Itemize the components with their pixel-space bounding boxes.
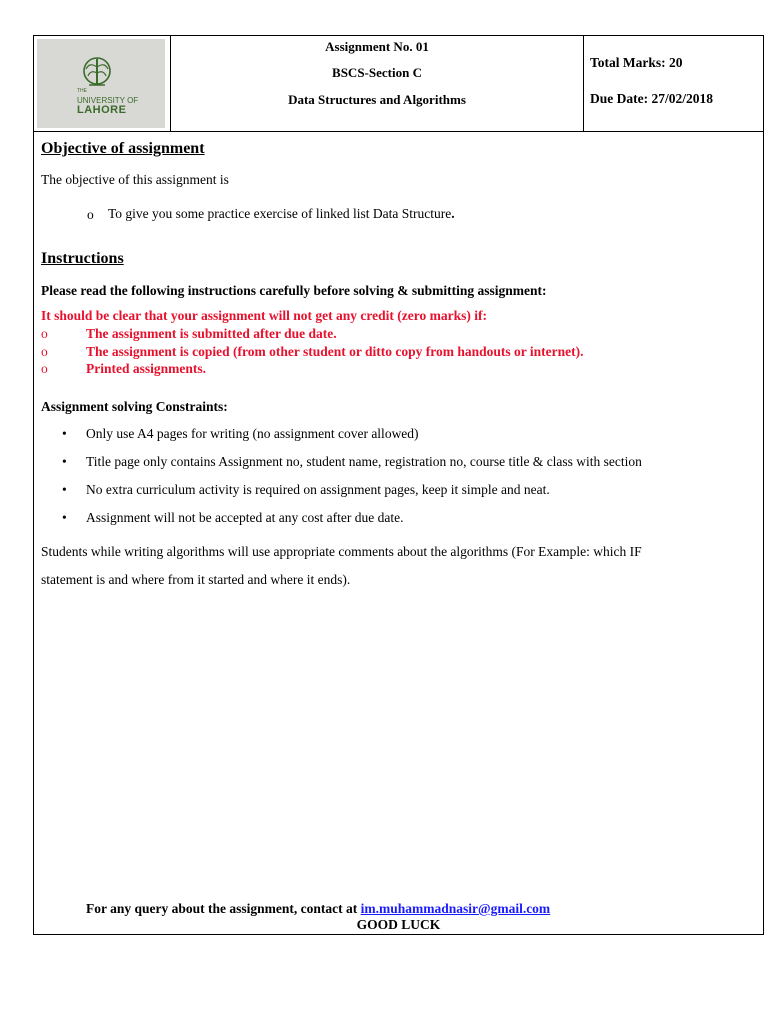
constraints-heading: Assignment solving Constraints: (41, 399, 228, 414)
constraint-item-1: Only use A4 pages for writing (no assignment cover allowed) (86, 426, 419, 441)
header-table (34, 36, 763, 132)
warning-text: It should be clear that your assignment will not get any credit (zero marks) if: (41, 308, 487, 323)
section-label: BSCS-Section C (332, 65, 422, 80)
instructions-heading: Instructions (41, 250, 124, 267)
logo-lahore: LAHORE (77, 104, 127, 116)
total-marks: Total Marks: 20 (590, 55, 683, 70)
logo-cell (34, 36, 171, 131)
warning-item-3: Printed assignments. (86, 361, 207, 376)
footer-query-text: For any query about the assignment, contact at (86, 901, 358, 916)
constraint-bullet-3: • (62, 482, 67, 497)
logo-university-of: UNIVERSITY OF (77, 96, 139, 105)
constraint-bullet-4: • (62, 510, 67, 525)
constraint-bullet-2: • (62, 454, 67, 469)
logo-the: THE (77, 88, 87, 94)
constraint-item-2: Title page only contains Assignment no, student name, registration no, course title & class with section (86, 454, 642, 469)
objective-intro: The objective of this assignment is (41, 172, 229, 187)
warning-marker-2: o (41, 344, 48, 359)
due-date: Due Date: 27/02/2018 (590, 91, 713, 106)
constraint-item-3: No extra curriculum activity is required on assignment pages, keep it simple and neat. (86, 482, 550, 497)
logo-wordmark (77, 87, 138, 116)
assignment-number: Assignment No. 01 (325, 39, 429, 54)
objective-item-end: . (451, 206, 455, 221)
constraint-bullet-1: • (62, 426, 67, 441)
objective-bullet-marker: o (87, 207, 94, 222)
assignment-page (33, 35, 764, 935)
title-cell (171, 36, 584, 131)
course-title: Data Structures and Algorithms (288, 92, 466, 107)
warning-item-2: The assignment is copied (from other student or ditto copy from handouts or internet). (86, 344, 584, 359)
constraint-item-4: Assignment will not be accepted at any cost after due date. (86, 510, 404, 525)
instructions-lead: Please read the following instructions carefully before solving & submitting assignment: (41, 283, 547, 298)
objective-item (108, 206, 455, 222)
good-luck: GOOD LUCK (356, 917, 441, 932)
marks-cell (584, 36, 763, 131)
warning-item-1: The assignment is submitted after due date. (86, 326, 337, 341)
warning-marker-3: o (41, 361, 48, 376)
university-logo (37, 39, 165, 128)
note-line-2: statement is and where from it started and where it ends). (41, 572, 351, 587)
footer-query (86, 901, 550, 917)
objective-item-text: To give you some practice exercise of linked list Data Structure (108, 206, 452, 221)
objective-heading: Objective of assignment (41, 140, 205, 157)
warning-marker-1: o (41, 326, 48, 341)
note-line-1: Students while writing algorithms will use appropriate comments about the algorithms (For Example: which IF (41, 544, 642, 559)
contact-email-link[interactable]: im.muhammadnasir@gmail.com (360, 901, 551, 916)
